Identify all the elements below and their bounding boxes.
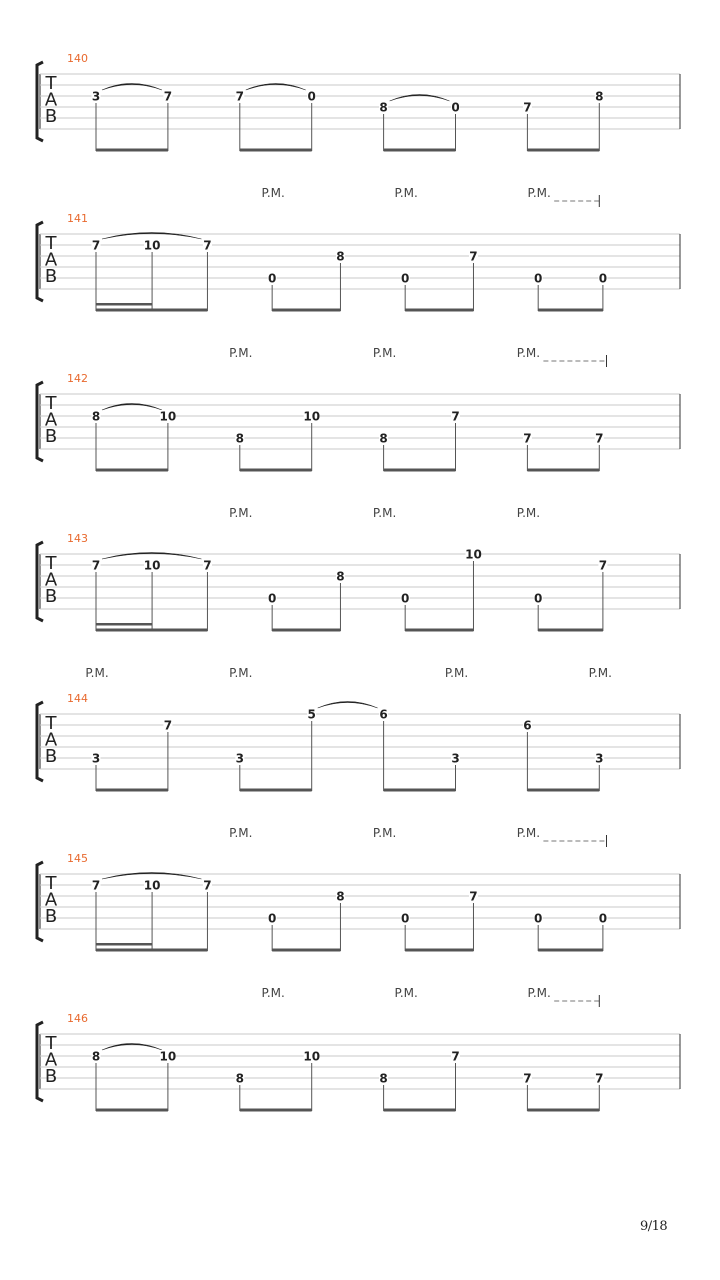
palm-mute-label: P.M. xyxy=(372,826,397,840)
palm-mute-label: P.M. xyxy=(229,346,253,360)
tie-arc xyxy=(102,404,162,411)
tab-system xyxy=(0,0,680,152)
fret-number: 7 xyxy=(469,889,478,904)
fret-number: 8 xyxy=(336,569,345,584)
fret-number: 0 xyxy=(267,271,277,286)
fret-number: 8 xyxy=(91,409,101,424)
beam xyxy=(272,309,340,312)
tab-clef-letter: B xyxy=(44,906,58,927)
beam xyxy=(527,1109,599,1112)
beam xyxy=(96,469,168,472)
fret-number: 0 xyxy=(598,911,608,926)
fret-number: 6 xyxy=(523,718,532,733)
page-number: 9/18 xyxy=(640,1219,668,1234)
palm-mute-label: P.M. xyxy=(261,986,285,1000)
palm-mute-label: P.M. xyxy=(516,506,541,520)
beam xyxy=(240,789,312,792)
tab-clef-letter: A xyxy=(44,89,58,111)
tab-system xyxy=(0,0,680,632)
beam xyxy=(96,149,168,152)
fret-number: 0 xyxy=(400,271,410,286)
fret-number: 8 xyxy=(336,249,345,264)
fret-number: 7 xyxy=(523,100,532,115)
fret-number: 0 xyxy=(307,89,316,104)
fret-number: 7 xyxy=(91,238,101,253)
fret-number: 0 xyxy=(534,911,543,926)
palm-mute-label: P.M. xyxy=(372,346,397,360)
fret-number: 0 xyxy=(534,271,543,286)
palm-mute-label: P.M. xyxy=(85,666,109,680)
palm-mute-label: P.M. xyxy=(229,666,253,680)
tab-clef-letter: B xyxy=(44,106,58,127)
tab-clef-letter: A xyxy=(44,409,58,431)
fret-number: 0 xyxy=(451,100,460,115)
beam xyxy=(384,1109,456,1112)
beam xyxy=(240,1109,312,1112)
palm-mute-label: P.M. xyxy=(394,186,418,200)
measure-number: 144 xyxy=(67,692,88,705)
tie-arc xyxy=(390,95,450,102)
beam xyxy=(384,469,456,472)
palm-mute-label: P.M. xyxy=(444,666,469,680)
beam xyxy=(96,309,207,312)
fret-number: 7 xyxy=(163,718,173,733)
fret-number: 7 xyxy=(203,238,212,253)
fret-number: 0 xyxy=(267,591,277,606)
measure-number: 143 xyxy=(67,532,88,545)
beam xyxy=(405,309,473,312)
sub-beam xyxy=(96,623,152,626)
fret-number: 10 xyxy=(159,409,177,424)
palm-mute-label: P.M. xyxy=(516,346,541,360)
fret-number: 6 xyxy=(379,707,388,722)
beam xyxy=(96,1109,168,1112)
tab-system xyxy=(0,0,680,312)
fret-number: 3 xyxy=(451,751,460,766)
beam xyxy=(527,149,599,152)
fret-number: 0 xyxy=(534,591,543,606)
measure-number: 145 xyxy=(67,852,88,865)
fret-number: 10 xyxy=(143,558,161,573)
tab-clef-letter: T xyxy=(45,713,57,734)
fret-number: 8 xyxy=(379,100,388,115)
tab-clef-letter: T xyxy=(45,73,57,94)
fret-number: 8 xyxy=(235,431,244,446)
fret-number: 10 xyxy=(159,1049,177,1064)
fret-number: 0 xyxy=(400,911,410,926)
beam xyxy=(384,789,456,792)
fret-number: 0 xyxy=(400,591,410,606)
beam xyxy=(538,629,603,632)
palm-mute-label: P.M. xyxy=(527,186,551,200)
fret-number: 3 xyxy=(235,751,244,766)
fret-number: 7 xyxy=(235,89,244,104)
fret-number: 7 xyxy=(451,409,460,424)
fret-number: 7 xyxy=(91,558,101,573)
fret-number: 10 xyxy=(303,409,321,424)
palm-mute-label: P.M. xyxy=(516,826,541,840)
fret-number: 7 xyxy=(451,1049,460,1064)
fret-number: 3 xyxy=(91,751,101,766)
fret-number: 7 xyxy=(91,878,101,893)
fret-number: 7 xyxy=(469,249,478,264)
fret-number: 5 xyxy=(307,707,316,722)
measure-number: 141 xyxy=(67,212,88,225)
fret-number: 7 xyxy=(598,558,608,573)
beam xyxy=(272,629,340,632)
beam xyxy=(96,629,207,632)
tab-clef-letter: B xyxy=(44,1066,58,1087)
tie-arc xyxy=(102,1044,162,1051)
tab-clef-letter: T xyxy=(45,873,57,894)
tie-arc xyxy=(318,702,378,709)
fret-number: 10 xyxy=(143,878,161,893)
tab-clef-letter: B xyxy=(44,746,58,767)
palm-mute-label: P.M. xyxy=(394,986,418,1000)
beam xyxy=(538,309,603,312)
beam xyxy=(96,949,207,952)
measure-number: 142 xyxy=(67,372,88,385)
palm-mute-label: P.M. xyxy=(229,506,253,520)
fret-number: 7 xyxy=(523,1071,532,1086)
fret-number: 0 xyxy=(267,911,277,926)
measure-number: 146 xyxy=(67,1012,88,1025)
palm-mute-label: P.M. xyxy=(527,986,551,1000)
tab-clef-letter: B xyxy=(44,586,58,607)
tie-arc xyxy=(246,84,306,91)
fret-number: 8 xyxy=(91,1049,101,1064)
fret-number: 7 xyxy=(203,878,212,893)
tab-clef-letter: T xyxy=(45,1033,57,1054)
beam xyxy=(405,629,473,632)
tab-clef-letter: A xyxy=(44,569,58,591)
tab-clef-letter: A xyxy=(44,889,58,911)
sub-beam xyxy=(96,303,152,306)
beam xyxy=(405,949,473,952)
fret-number: 7 xyxy=(523,431,532,446)
fret-number: 0 xyxy=(598,271,608,286)
tab-clef-letter: B xyxy=(44,266,58,287)
fret-number: 3 xyxy=(91,89,101,104)
fret-number: 10 xyxy=(143,238,161,253)
fret-number: 8 xyxy=(379,431,388,446)
beam xyxy=(384,149,456,152)
palm-mute-label: P.M. xyxy=(588,666,612,680)
fret-number: 7 xyxy=(595,431,604,446)
palm-mute-label: P.M. xyxy=(261,186,285,200)
tab-clef-letter: T xyxy=(45,553,57,574)
beam xyxy=(538,949,603,952)
palm-mute-label: P.M. xyxy=(229,826,253,840)
tab-system xyxy=(0,0,680,472)
fret-number: 10 xyxy=(465,547,482,562)
tab-clef-letter: T xyxy=(45,393,57,414)
beam xyxy=(96,789,168,792)
fret-number: 8 xyxy=(595,89,604,104)
fret-number: 3 xyxy=(595,751,604,766)
beam xyxy=(240,149,312,152)
tab-clef-letter: A xyxy=(44,249,58,271)
fret-number: 10 xyxy=(303,1049,321,1064)
palm-mute-label: P.M. xyxy=(372,506,397,520)
tie-arc xyxy=(102,84,162,91)
beam xyxy=(527,469,599,472)
fret-number: 8 xyxy=(235,1071,244,1086)
tab-clef-letter: T xyxy=(45,233,57,254)
tab-clef-letter: A xyxy=(44,1049,58,1071)
sub-beam xyxy=(96,943,152,946)
tab-clef-letter: A xyxy=(44,729,58,751)
beam xyxy=(272,949,340,952)
fret-number: 7 xyxy=(595,1071,604,1086)
fret-number: 8 xyxy=(336,889,345,904)
tab-clef-letter: B xyxy=(44,426,58,447)
fret-number: 7 xyxy=(203,558,212,573)
fret-number: 7 xyxy=(163,89,173,104)
beam xyxy=(527,789,599,792)
measure-number: 140 xyxy=(67,52,88,65)
fret-number: 8 xyxy=(379,1071,388,1086)
beam xyxy=(240,469,312,472)
